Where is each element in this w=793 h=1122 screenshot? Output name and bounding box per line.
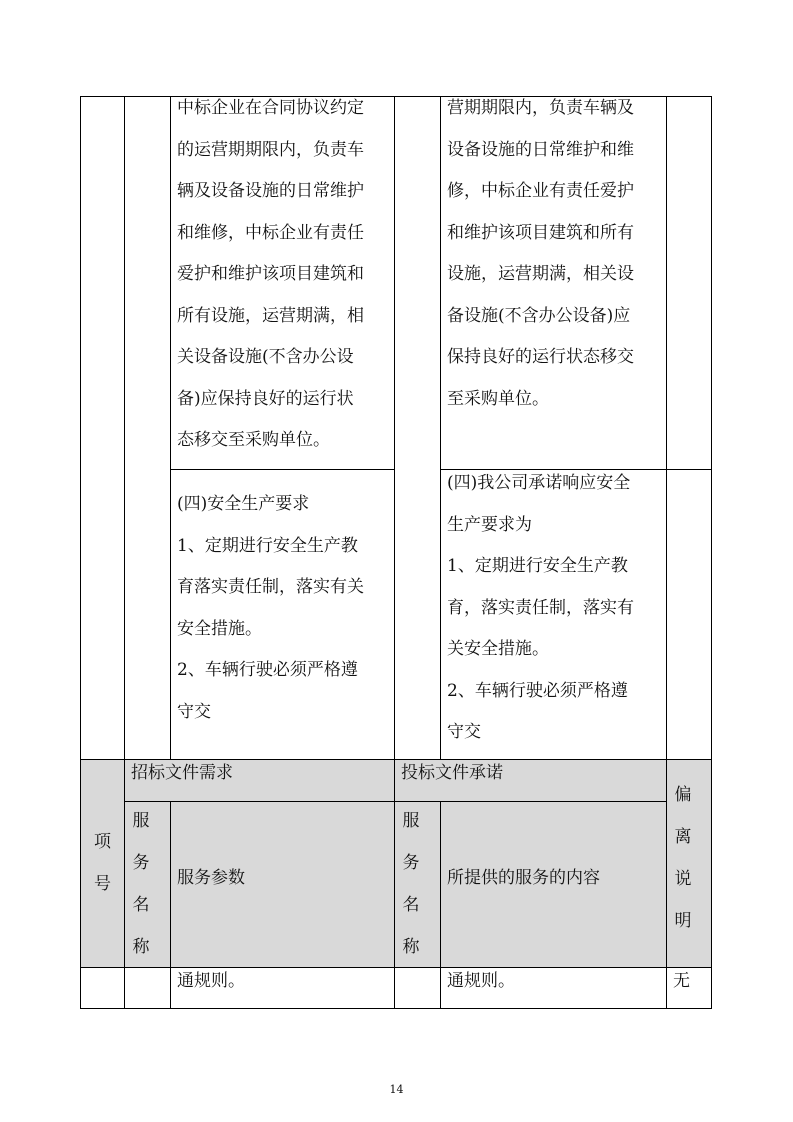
text-line: 营期期限内，负责车辆及 [447, 98, 634, 118]
header-char: 名 [132, 895, 150, 915]
text-line: (四)我公司承诺响应安全 [447, 473, 631, 493]
header-item-number [81, 821, 124, 905]
text-line: 和维修，中标企业有责任 [177, 222, 364, 243]
requirement-safety-text [177, 484, 392, 733]
header-char: 偏 [674, 785, 692, 805]
text-line: 育落实责任制，落实有关 [177, 577, 364, 597]
header-char: 离 [674, 827, 692, 847]
response-maintenance-text [447, 88, 665, 420]
header-bid-requirements: 招标文件需求 [131, 763, 233, 783]
page-number: 14 [389, 1083, 404, 1096]
header-service-name-requirement [124, 800, 158, 968]
header-service-content: 所提供的服务的内容 [447, 868, 600, 888]
header-char: 项 [94, 832, 111, 852]
text-line: 2、车辆行驶必须严格遵 [177, 660, 358, 680]
requirement-maintenance-text [177, 88, 392, 462]
header-char: 说 [674, 869, 692, 889]
text-line: 关安全措施。 [447, 639, 549, 659]
header-char: 称 [132, 937, 150, 957]
text-line: 保持良好的运行状态移交 [447, 347, 634, 367]
header-service-name-response [394, 800, 428, 968]
text-line: 中标企业在合同协议约定 [177, 98, 364, 118]
text-line: 育，落实责任制，落实有 [447, 597, 634, 618]
text-line: 态移交至采购单位。 [177, 430, 330, 450]
response-safety-text [447, 463, 665, 754]
header-bid-commitment: 投标文件承诺 [401, 763, 503, 783]
text-line: (四)安全生产要求 [177, 494, 310, 514]
header-char: 号 [94, 874, 111, 894]
header-char: 服 [132, 811, 150, 831]
last-row-deviation: 无 [673, 971, 690, 991]
header-deviation [666, 774, 700, 942]
last-row-response: 通规则。 [447, 971, 515, 991]
text-line: 爱护和维护该项目建筑和 [177, 264, 364, 284]
text-line: 辆及设备设施的日常维护 [177, 181, 364, 201]
text-line: 设施，运营期满，相关设 [447, 264, 634, 284]
text-line: 生产要求为 [447, 514, 532, 535]
header-service-params: 服务参数 [177, 868, 245, 888]
text-line: 2、车辆行驶必须严格遵 [447, 680, 628, 701]
text-line: 设备设施的日常维护和维 [447, 139, 634, 160]
text-line: 修，中标企业有责任爱护 [447, 181, 634, 201]
text-line: 和维护该项目建筑和所有 [447, 222, 634, 243]
header-char: 明 [674, 911, 692, 931]
header-char: 称 [402, 937, 420, 957]
text-line: 备设施(不含办公设备)应 [447, 305, 631, 326]
text-line: 1、定期进行安全生产教 [177, 535, 358, 556]
text-line: 守交 [447, 722, 481, 742]
last-row-requirement: 通规则。 [177, 971, 245, 991]
text-line: 至采购单位。 [447, 388, 549, 409]
text-line: 的运营期期限内，负责车 [177, 139, 364, 160]
header-char: 服 [402, 811, 420, 831]
header-char: 务 [402, 853, 420, 873]
text-line: 所有设施，运营期满，相 [177, 305, 364, 326]
header-char: 名 [402, 895, 420, 915]
text-line: 安全措施。 [177, 618, 262, 639]
text-line: 备)应保持良好的运行状 [177, 388, 354, 409]
text-line: 守交 [177, 701, 211, 722]
text-line: 1、定期进行安全生产教 [447, 556, 628, 576]
header-char: 务 [132, 853, 150, 873]
text-line: 关设备设施(不含办公设 [177, 347, 354, 367]
